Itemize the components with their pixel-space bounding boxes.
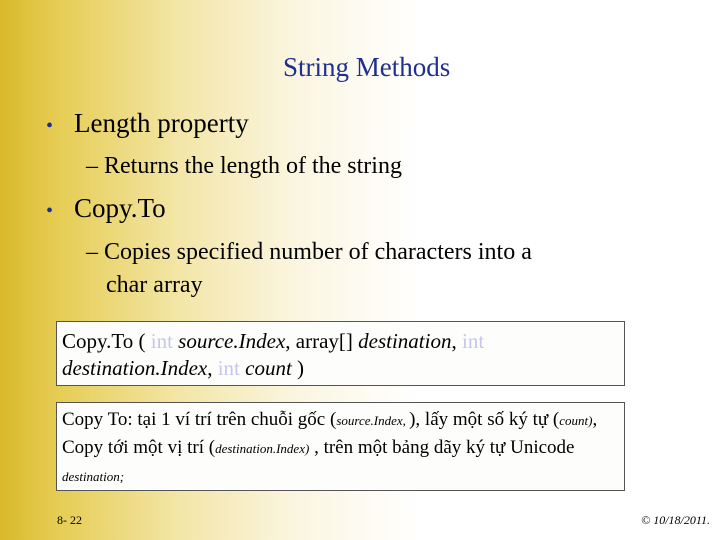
bullet-marker: •	[46, 200, 54, 222]
syntax-text: )	[291, 356, 305, 380]
note-param: destination;	[62, 469, 125, 484]
note-text: , trên một bảng dãy ký tự Unicode	[309, 437, 575, 458]
sub-bullet-line: – Copies specified number of characters into a	[86, 239, 532, 265]
note-box	[56, 402, 625, 491]
syntax-param: destination	[358, 329, 452, 353]
bullet-text: Length property	[74, 108, 249, 138]
note-param: source.Index,	[336, 413, 410, 428]
syntax-text: ,	[207, 356, 218, 380]
syntax-param: source.Index	[172, 329, 286, 353]
note-text: , Copy tới một vị trí (	[62, 409, 598, 458]
syntax-text: , array[]	[285, 329, 359, 353]
sub-bullet-length: – Returns the length of the string	[86, 153, 402, 179]
syntax-text: ,	[451, 329, 462, 353]
bullet-copyto	[46, 193, 166, 224]
syntax-param: count	[239, 356, 292, 380]
syntax-param: destination.Index	[62, 356, 208, 380]
copyright-date: © 10/18/2011.	[641, 513, 710, 527]
slide-title: String Methods	[283, 52, 451, 82]
syntax-keyword: int	[217, 356, 240, 380]
note-param: count)	[559, 413, 593, 428]
syntax-keyword: int	[150, 329, 173, 353]
note-param: destination.Index)	[215, 441, 310, 456]
syntax-text: Copy.To (	[62, 329, 151, 353]
syntax-keyword: int	[461, 329, 485, 353]
sub-bullet-line: char array	[106, 272, 203, 298]
note-text: ), lấy một số ký tự (	[409, 409, 560, 430]
sub-bullet-copyto	[86, 236, 532, 302]
bullet-text: Copy.To	[74, 193, 166, 223]
bullet-length-property	[46, 108, 249, 139]
syntax-box	[56, 321, 625, 386]
note-text: Copy To: tại 1 ví trí trên chuỗi gốc (	[62, 409, 337, 430]
slide-number: 8- 22	[57, 513, 82, 527]
bullet-marker: •	[46, 115, 54, 137]
